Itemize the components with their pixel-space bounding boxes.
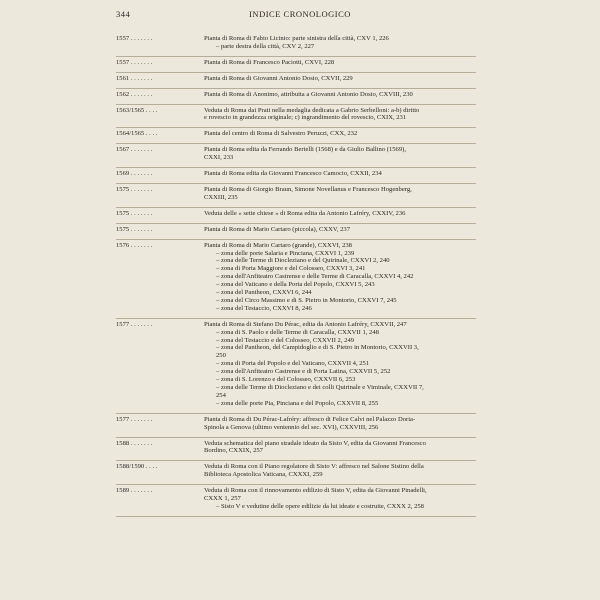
entry-description: [204, 463, 476, 479]
entry-description: [204, 35, 476, 51]
entry-description: [204, 130, 476, 138]
entry-subline: – zona del Pantheon, CXXVI 6, 244: [216, 289, 312, 297]
running-title: INDICE CRONOLOGICO: [249, 9, 351, 19]
entry-line: Pianta di Roma di Fabio Licinio: parte sinistra della città, CXV 1, 226: [204, 35, 389, 42]
entry-subline: – zona di S. Paolo e delle Terme di Caracalla, CXXVII 1, 248: [216, 328, 379, 336]
entry-description: [204, 59, 476, 67]
entry-description: [204, 226, 476, 234]
entry-year: 1588 . . . . . . .: [116, 439, 153, 447]
entry-line: Pianta di Roma edita da Ferrando Bertelli (1568) e da Giulio Ballino (1569),: [204, 146, 406, 154]
entry-line: Veduta di Roma con il Piano regolatore di Sisto V: affresco nel Salone Sistino della: [204, 463, 424, 471]
index-entry: [116, 208, 476, 224]
entry-year: 1562 . . . . . . .: [116, 90, 153, 98]
entry-subline: – zona delle porte Salaria e Pinciana, CXXVI 1, 239: [216, 249, 355, 257]
entry-line: Pianta di Roma edita da Giovanni Francesco Camocio, CXXII, 234: [204, 170, 382, 178]
entry-year: 1575 . . . . . . .: [116, 209, 153, 217]
entry-subline: – zona dell'Anfiteatro Castrense e di Porta Latina, CXXVII 5, 252: [216, 368, 391, 376]
entry-description: [204, 440, 476, 456]
entry-subline: – zona del Circo Massimo e di S. Pietro in Montorio, CXXVI 7, 245: [216, 296, 397, 304]
entry-line: Pianta di Roma di Mario Cartaro (grande), CXXVI, 238: [204, 241, 352, 249]
entry-line: Bordino, CXXIX, 257: [204, 447, 263, 455]
index-entry: [116, 438, 476, 462]
entry-year: 1575 . . . . . . .: [116, 225, 153, 233]
index-entry: [116, 73, 476, 89]
index-entry: [116, 33, 476, 57]
index-entry: [116, 184, 476, 208]
entry-line: Pianta di Roma di Stefano Du Pérac, edita da Antonio Lafréry, CXXVII, 247: [204, 320, 407, 328]
entry-year: 1588/1590 . . . .: [116, 463, 158, 471]
entry-subline: – zona di Porta Maggiore e del Colosseo, CXXVI 3, 241: [216, 265, 366, 273]
entry-subline: – zona di Porta del Popolo e del Vaticano, CXXVII 4, 251: [216, 360, 370, 368]
entry-line: Pianta di Roma di Giorgio Braun, Simone Novellanus e Francesco Hogenberg,: [204, 185, 412, 193]
entry-subline: – zona del Testaccio, CXXVI 8, 246: [216, 304, 312, 312]
entry-description: [204, 107, 476, 123]
entry-description: [204, 170, 476, 178]
index-entry: [116, 319, 476, 414]
entry-line: Pianta di Roma di Du Pérac-Lafréry: affresco di Felice Calvi nel Palazzo Doria-: [204, 415, 416, 423]
entry-year: 1577 . . . . . . .: [116, 320, 153, 328]
entry-subline: – zona dell'Anfiteatro Castrense e delle Terme di Caracalla, CXXVI 4, 242: [216, 273, 414, 281]
entry-subline: – zona del Testaccio e del Colosseo, CXXVII 2, 249: [216, 336, 355, 344]
entry-line: Veduta delle « sette chiese » di Roma edita da Antonio Lafréry, CXXIV, 236: [204, 209, 406, 217]
entry-description: [204, 146, 476, 162]
entry-subline: – Sisto V e vedutine delle opere edilizie da lui ideate e costruite, CXXX 2, 258: [216, 502, 424, 510]
entry-subline: – zona delle Terme di Diocleziano e del Quirinale, CXXVI 2, 240: [216, 257, 390, 265]
entry-year: 1589 . . . . . . .: [116, 487, 153, 495]
entry-subline: 254: [216, 391, 226, 399]
entry-year: 1575 . . . . . . .: [116, 185, 153, 193]
entry-line: Veduta di Roma dai Prati nella medaglia dedicata a Gabrio Serbelloni: a-b) diritto: [204, 106, 420, 114]
index-entry: [116, 57, 476, 73]
index-entry: [116, 485, 476, 517]
entry-description: [204, 416, 476, 432]
entry-description: [204, 186, 476, 202]
entry-year: 1561 . . . . . . .: [116, 74, 153, 82]
entry-line: Pianta di Roma di Giovanni Antonio Dosio, CXVII, 229: [204, 74, 353, 82]
index-entry: [116, 105, 476, 129]
entry-description: [204, 91, 476, 99]
entry-description: [204, 75, 476, 83]
entry-line: Pianta di Roma di Anonimo, attribuita a Giovanni Antonio Dosio, CXVIII, 230: [204, 90, 413, 98]
entry-line: CXXX 1, 257: [204, 495, 241, 503]
entry-year: 1576 . . . . . . .: [116, 241, 153, 249]
entry-line: Spinola a Genova (ultimo ventennio del sec. XVI), CXXVIII, 256: [204, 423, 379, 431]
entry-line: CXXIII, 235: [204, 193, 238, 201]
entry-subline: – zona del Vaticano e della Porta del Popolo, CXXVI 5, 243: [216, 281, 375, 289]
chronological-index: [116, 33, 476, 517]
entry-year: 1567 . . . . . . .: [116, 146, 153, 154]
page-header: [0, 9, 600, 23]
entry-subline: – zona delle porte Pia, Pinciana e del Popolo, CXXVII 8, 255: [216, 399, 379, 407]
index-entry: [116, 144, 476, 168]
entry-year: 1569 . . . . . . .: [116, 170, 153, 178]
entry-subline: – zona delle Terme di Diocleziano e dei colli Quirinale e Viminale, CXXVII 7,: [216, 384, 424, 391]
entry-description: [204, 321, 476, 408]
index-entry: [116, 224, 476, 240]
page-number: 344: [116, 9, 131, 19]
entry-subline: 250: [216, 352, 226, 360]
index-entry: [116, 414, 476, 438]
entry-description: [204, 210, 476, 218]
entry-year: 1577 . . . . . . .: [116, 415, 153, 423]
index-entry: [116, 128, 476, 144]
entry-year: 1557 . . . . . . .: [116, 35, 153, 42]
index-entry: [116, 240, 476, 319]
entry-subline: – zona del Pantheon, del Campidoglio e di S. Pietro in Montorio, CXXVII 3,: [216, 344, 419, 352]
index-entry: [116, 89, 476, 105]
entry-description: [204, 242, 476, 313]
entry-line: Pianta di Roma di Francesco Paciotti, CXVI, 228: [204, 58, 335, 66]
entry-year: 1563/1565 . . . .: [116, 106, 158, 114]
index-entry: [116, 168, 476, 184]
entry-line: CXXI, 233: [204, 154, 234, 162]
entry-year: 1564/1565 . . . .: [116, 130, 158, 138]
entry-line: Veduta di Roma con il rinnovamento edilizio di Sisto V, edita da Giovanni Pinadelli,: [204, 487, 427, 495]
entry-line: e rovescio in grandezza originale; c) ingrandimento del rovescio, CXIX, 231: [204, 114, 407, 122]
entry-line: Pianta di Roma di Mario Cartaro (piccola), CXXV, 237: [204, 225, 351, 233]
index-entry: [116, 461, 476, 485]
entry-description: [204, 487, 476, 511]
entry-subline: – zona di S. Lorenzo e del Colosseo, CXXVII 6, 253: [216, 376, 356, 384]
entry-line: Biblioteca Apostolica Vaticana, CXXXI, 259: [204, 471, 323, 479]
entry-year: 1557 . . . . . . .: [116, 58, 153, 66]
entry-subline: – parte destra della città, CXV 2, 227: [216, 42, 315, 50]
entry-line: Pianta del centro di Roma di Salvestro Peruzzi, CXX, 232: [204, 130, 358, 138]
entry-line: Veduta schematica del piano stradale ideato da Sisto V, edita da Giovanni Francesco: [204, 439, 426, 447]
